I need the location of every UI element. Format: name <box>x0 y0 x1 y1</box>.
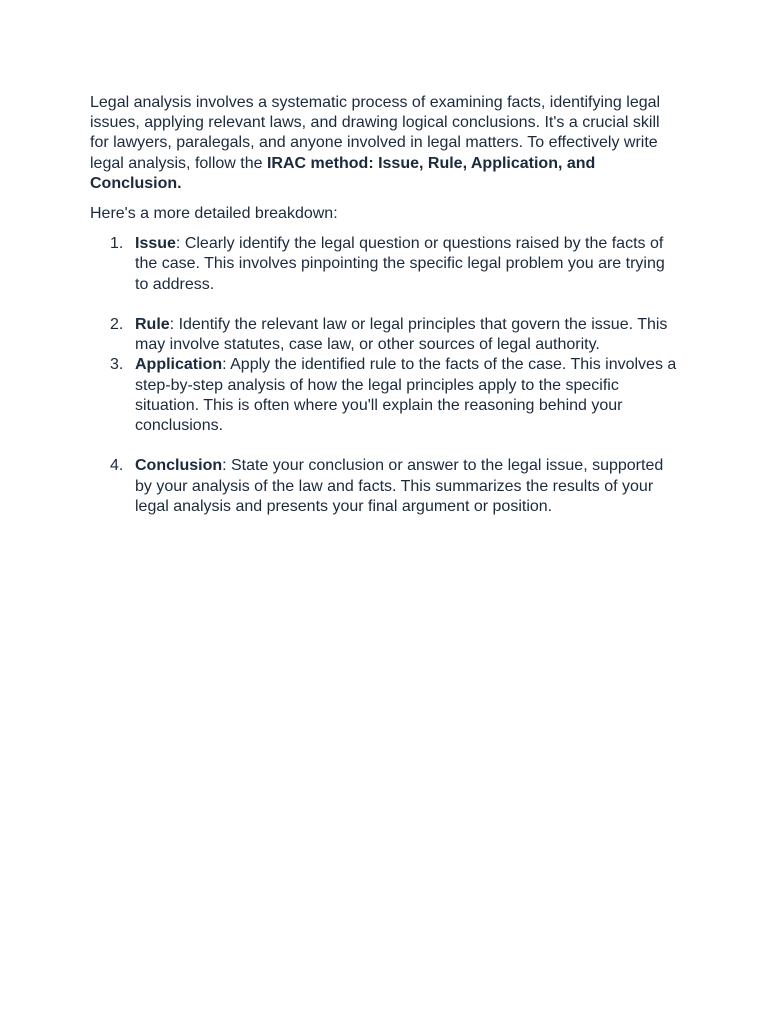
list-item-application <box>90 355 682 436</box>
list-item-issue <box>90 234 682 295</box>
intro-paragraph <box>90 93 682 194</box>
document-body <box>90 93 682 517</box>
breakdown-heading: Here's a more detailed breakdown: <box>90 205 338 223</box>
step-term: Issue <box>135 235 176 253</box>
list-number: 2. <box>110 316 124 334</box>
irac-emphasis: IRAC method: Issue, Rule, Application, and Conclusion. <box>90 154 596 192</box>
step-description: : State your conclusion or answer to the legal issue, supported by your analysis of the law and facts. This summarizes the results of your legal analysis and presents your final argument or position. <box>135 457 664 515</box>
step-description: : Apply the identified rule to the facts of the case. This involves a step-by-step analysis of how the legal principles apply to the specific situation. This is often where you'll explain the reasoning behind your conclusions. <box>135 356 677 435</box>
step-term: Rule <box>135 316 170 334</box>
irac-steps-list <box>90 234 682 517</box>
step-term: Application <box>135 356 223 374</box>
list-number: 4. <box>110 457 124 475</box>
step-term: Conclusion <box>135 457 223 475</box>
list-number: 1. <box>110 235 124 253</box>
list-number: 3. <box>110 356 124 374</box>
step-description: : Clearly identify the legal question or questions raised by the facts of the case. This involves pinpointing the specific legal problem you are trying to address. <box>135 235 665 293</box>
step-description: : Identify the relevant law or legal principles that govern the issue. This may involve statutes, case law, or other sources of legal authority. <box>135 316 668 354</box>
list-item-conclusion <box>90 456 682 517</box>
list-item-rule <box>90 315 682 355</box>
intro-text: Legal analysis involves a systematic process of examining facts, identifying legal issues, applying relevant laws, and drawing logical conclusions. It's a crucial skill for lawyers, paralegals, and anyone involved in legal matters. To effectively write legal analysis, follow the <box>90 94 661 172</box>
